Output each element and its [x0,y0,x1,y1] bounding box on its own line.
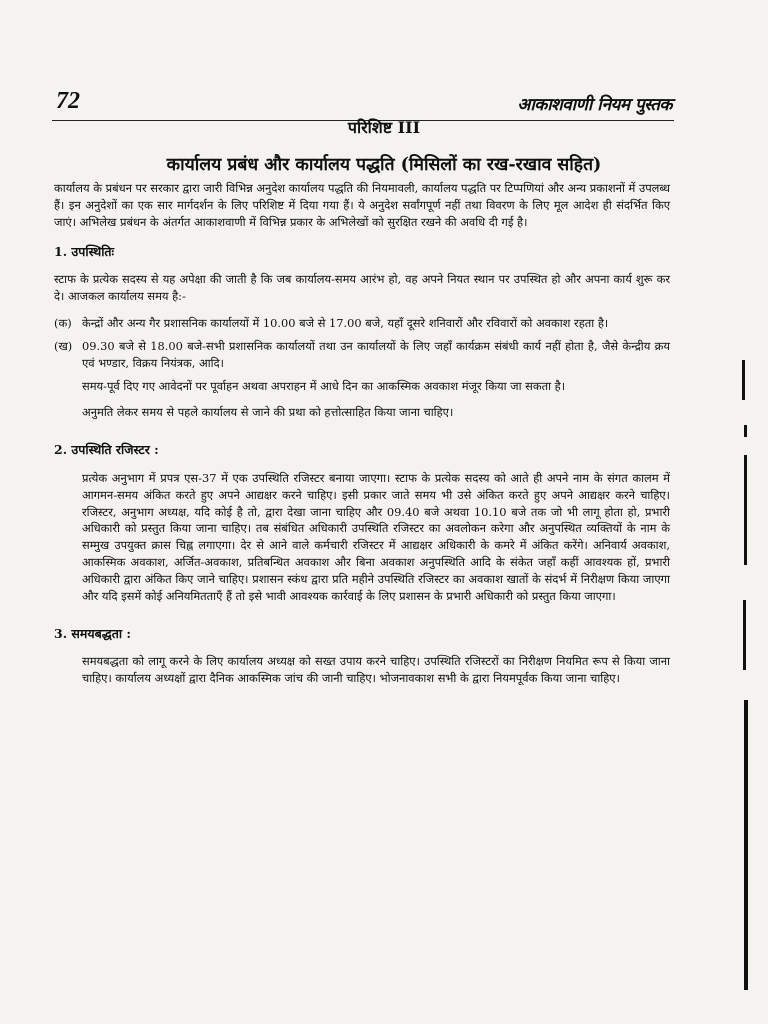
page-number: 72 [56,88,80,114]
scan-edge-mark [743,600,746,670]
half-day-leave-note: समय-पूर्व दिए गए आवेदनों पर पूर्वाहन अथवा अपराहन में आधे दिन का आकस्मिक अवकाश मंजूर किया जा सकता है। [82,378,566,393]
section-2-heading: 2. उपस्थिति रजिस्टर : [54,442,159,458]
early-leaving-note: अनुमति लेकर समय से पहले कार्यालय से जाने की प्रथा को हत्तोत्साहित किया जाना चाहिए। [82,405,454,420]
section-1-heading: 1. उपस्थितिः [54,243,115,259]
appendix-title: परिशिष्ट III [347,118,421,137]
list-marker: (क) [54,315,72,330]
section-1-paragraph: स्टाफ के प्रत्येक सदस्य से यह अपेक्षा की जाती है कि जब कार्यालय-समय आरंभ हो, वह अपने नियत स्थान पर उपस्थित हो और अपना कार्य शुरू कर दे। आजकल कार्यालय समय है:- [54,272,670,303]
list-item [54,315,670,332]
running-header: आकाशवाणी नियम पुस्तक [517,95,672,115]
section-3-heading: 3. समयबद्धता : [54,625,132,641]
scan-edge-mark [744,700,748,990]
list-text: केन्द्रों और अन्य गैर प्रशासनिक कार्यालयों में 10.00 बजे से 17.00 बजे, यहाँ दूसरे शनिवारों और रविवारों को अवकाश रहता है। [82,315,609,330]
document-body [54,180,670,697]
intro-paragraph: कार्यालय के प्रबंधन पर सरकार द्वारा जारी विभिन्न अनुदेश कार्यालय पद्धति की नियमावली, कार्यालय पद्धति पर टिप्पणियां और अन्य प्रकाशनों में उपलब्ध हैं। इन अनुदेशों का एक सार मार्गदर्शन के लिए परिशिष्ट में दिया गया हैं। ये अनुदेश सर्वांगपूर्ण नहीं तथा विवरण के लिए मूल आदेश ही संदर्भित किए जाएं। अभिलेख प्रबंधन के अंतर्गत आकाशवाणी में विभिन्न प्रकार के अभिलेखों को सुरक्षित रखने की अवधि दी गई है। [54,181,670,229]
scan-edge-mark [744,425,747,437]
list-marker: (ख) [54,338,73,353]
scan-edge-mark [744,455,747,565]
section-3-paragraph: समयबद्धता को लागू करने के लिए कार्यालय अध्यक्ष को सख्त उपाय करने चाहिए। उपस्थिति रजिस्टरों का निरीक्षण नियमित रूप से किया जाना चाहिए। कार्यालय अध्यक्षों द्वारा दैनिक आकस्मिक जांच की जानी चाहिए। भोजनावकाश सभी के द्वारा नियमपूर्वक किया जाना चाहिए। [82,654,670,686]
section-2-paragraph: प्रत्येक अनुभाग में प्रपत्र एस-37 में एक उपस्थिति रजिस्टर बनाया जाएगा। स्टाफ के प्रत्येक सदस्य को आते ही अपने नाम के संगत कालम में आगमन-समय अंकित करते हुए अपने आद्यक्षर करने चाहिए। इसी प्रकार जाते समय भी उसे अंकित करते हुए अपने आद्यक्षर करने चाहिए। रजिस्टर, अनुभाग अध्यक्ष, यदि कोई है तो, द्वारा देखा जाना चाहिए और 09.40 बजे अथवा 10.10 बजे तक जो भी लागू होता हो, प्रभारी अधिकारी को प्रस्तुत किया जाना चाहिए। तब संबंधित अधिकारी उपस्थिति रजिस्टर का अवलोकन करेगा और अनुपस्थित व्यक्तियों के नाम के सम्मुख उपयुक्त क्रास चिह्न लगाएगा। देर से आने वाले कर्मचारी रजिस्टर में आद्यक्षर अधिकारी के कमरे में अंकित करेंगे। अनिवार्य अवकाश, आकस्मिक अवकाश, अर्जित-अवकाश, प्रतिबन्धित अवकाश और बिना अवकाश अनुपस्थिति आदि के संकेत जहाँ कहीं आवश्यक हों, प्रभारी अधिकारी द्वारा अंकित किए जाने चाहिए। प्रशासन स्कंध द्वारा प्रति महीने उपस्थिति रजिस्टर का अवकाश खातों के संदर्भ में निरीक्षण किया जाएगा और यदि इसमें कोई अनियमितताएँ हैं तो इसे भावी आवश्यक कार्रवाई के लिए प्रशासन के प्रभारी अधिकारी को प्रस्तुत किया जाएगा। [82,470,670,603]
list-item [54,338,670,372]
scan-edge-mark [742,360,745,400]
list-text: 09.30 बजे से 18.00 बजे-सभी प्रशासनिक कार्यालयों तथा उन कार्यालयों के लिए जहाँ कार्यक्रम संबंधी कार्य नहीं होता है, जैसे केन्द्रीय क्रय एवं भण्डार, विक्रय नियंत्रक, आदि। [82,338,670,370]
document-title: कार्यालय प्रबंध और कार्यालय पद्धति (मिसिलों का रख-रखाव सहित) [166,155,602,175]
